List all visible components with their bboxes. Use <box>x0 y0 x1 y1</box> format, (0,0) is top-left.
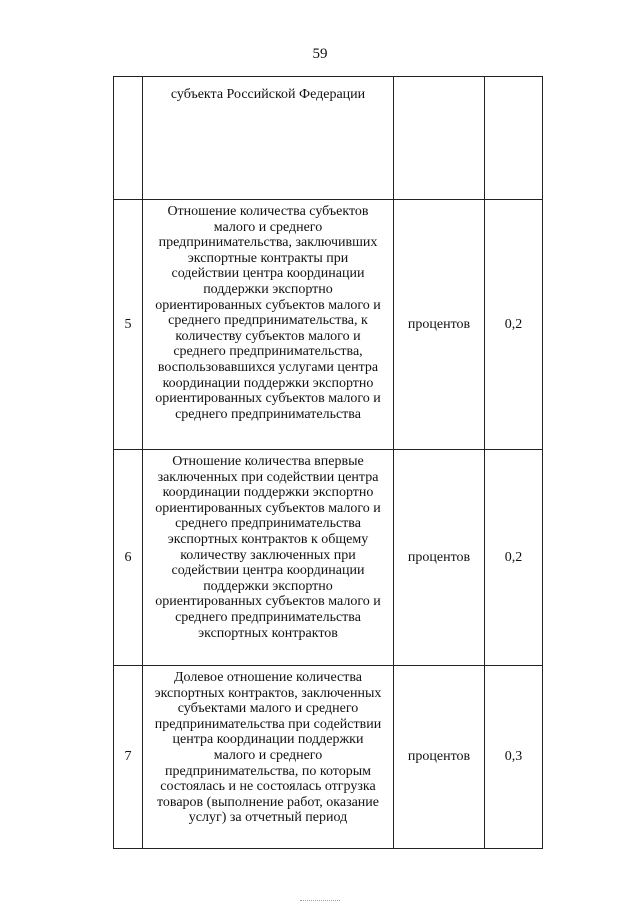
row-value-cell: 0,3 <box>485 666 543 849</box>
table-row <box>114 200 543 450</box>
row-description: Долевое отношение количества экспортных контрактов, заключенных субъектами малого и среднего предпринимательства при содействии центра координации поддержки малого и среднего предпринимательства, по которым состоялась и не состоялась отгрузка товаров (выполнение работ, оказание услуг) за отчетный период <box>154 670 382 826</box>
row-value-cell: 0,2 <box>485 200 543 450</box>
row-number-cell <box>114 77 143 200</box>
row-unit-cell <box>394 77 485 200</box>
row-description-cell <box>143 200 394 450</box>
row-number-cell: 7 <box>114 666 143 849</box>
scan-artifact-mark <box>300 900 340 902</box>
row-unit-cell: процентов <box>394 450 485 666</box>
table-row <box>114 450 543 666</box>
row-description-cell <box>143 666 394 849</box>
row-description: Отношение количества субъектов малого и среднего предпринимательства, заключивших экспортные контракты при содействии центра координации поддержки экспортно ориентированных субъектов малого и среднего предпринимательства, к количеству субъектов малого и среднего предпринимательства, воспользовавшихся услугами центра координации поддержки экспортно ориентированных субъектов малого и среднего предпринимательства <box>155 204 381 422</box>
row-description: субъекта Российской Федерации <box>170 87 366 102</box>
page-number: 59 <box>312 46 328 62</box>
row-value-cell: 0,2 <box>485 450 543 666</box>
row-description-cell <box>143 77 394 200</box>
table-row <box>114 77 543 200</box>
row-number-cell: 6 <box>114 450 143 666</box>
row-value-cell <box>485 77 543 200</box>
row-description: Отношение количества впервые заключенных при содействии центра координации поддержки экспортно ориентированных субъектов малого и среднего предпринимательства экспортных контрактов к общему количеству заключенных при содействии центра координации поддержки экспортно ориентированных субъектов малого и среднего предпринимательства экспортных контрактов <box>155 454 381 641</box>
row-description-cell <box>143 450 394 666</box>
table-row <box>114 666 543 849</box>
indicator-table <box>113 76 543 849</box>
row-number-cell: 5 <box>114 200 143 450</box>
row-unit-cell: процентов <box>394 200 485 450</box>
row-unit-cell: процентов <box>394 666 485 849</box>
